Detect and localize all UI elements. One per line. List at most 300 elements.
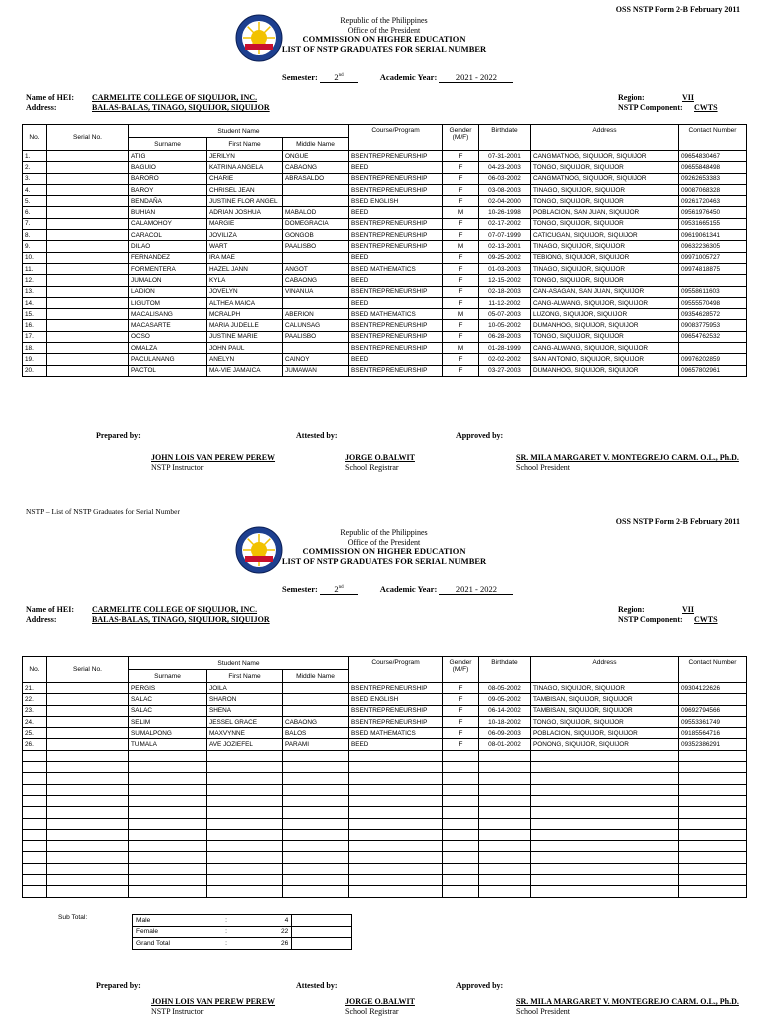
cell-course: BSED MATHEMATICS <box>349 309 443 320</box>
cell-row-number: 1. <box>23 151 47 162</box>
address-value: BALAS-BALAS, TINAGO, SIQUIJOR, SIQUIJOR <box>92 103 270 112</box>
cell-course: BSED MATHEMATICS <box>349 728 443 739</box>
approved-by-name: SR. MILA MARGARET V. MONTEGREJO CARM. O.L., Ph.D. <box>516 997 739 1006</box>
cell-birthdate: 03-08-2003 <box>479 184 531 195</box>
cell-course: BSED ENGLISH <box>349 694 443 705</box>
cell-birthdate: 04-23-2003 <box>479 162 531 173</box>
col-contact: Contact Number <box>679 657 747 683</box>
cell-gender: F <box>443 184 479 195</box>
cell-serial-no <box>47 241 129 252</box>
header-line-1: Republic of the Philippines <box>340 528 428 537</box>
col-address: Address <box>531 657 679 683</box>
cell-middle-name: BALOS <box>283 728 349 739</box>
cell-contact-number: 09352386291 <box>679 739 747 750</box>
cell-surname: PACTOL <box>129 365 207 376</box>
table-row-empty <box>23 784 747 795</box>
component-label: NSTP Component: <box>618 103 683 112</box>
cell-birthdate: 02-18-2003 <box>479 286 531 297</box>
prepared-by-name: JOHN LOIS VAN PEREW PEREW <box>151 997 276 1006</box>
cell-contact-number <box>679 694 747 705</box>
cell-contact-number: 09354628572 <box>679 309 747 320</box>
cell-course: BSENTREPRENEURSHIP <box>349 173 443 184</box>
cell-contact-number <box>679 343 747 354</box>
cell-row-number: 16. <box>23 320 47 331</box>
table-row-empty <box>23 863 747 874</box>
document-title: LIST OF NSTP GRADUATES FOR SERIAL NUMBER <box>281 43 487 54</box>
region-value: VII <box>682 605 695 614</box>
cell-surname: MACASARTE <box>129 320 207 331</box>
cell-row-number: 10. <box>23 252 47 263</box>
cell-address: TINAGO, SIQUIJOR, SIQUIJOR <box>531 184 679 195</box>
table-row-empty <box>23 762 747 773</box>
hei-label: Name of HEI: <box>26 93 74 102</box>
col-gender: Gender (M/F) <box>443 657 479 683</box>
cell-surname: DILAO <box>129 241 207 252</box>
cell-address: TINAGO, SIQUIJOR, SIQUIJOR <box>531 241 679 252</box>
cell-birthdate: 06-09-2003 <box>479 728 531 739</box>
cell-birthdate: 06-03-2002 <box>479 173 531 184</box>
table-row <box>23 207 747 218</box>
attested-by-name: JORGE O.BALWIT <box>345 453 415 462</box>
col-no: No. <box>23 657 47 683</box>
col-address: Address <box>531 125 679 151</box>
cell-surname: BAROY <box>129 184 207 195</box>
col-surname: Surname <box>129 670 207 683</box>
component-label: NSTP Component: <box>618 615 683 624</box>
cell-address: TAMBISAN, SIQUIJOR, SIQUIJOR <box>531 694 679 705</box>
cell-first-name: KYLA <box>207 275 283 286</box>
cell-birthdate: 02-17-2002 <box>479 218 531 229</box>
cell-address: SAN ANTONIO, SIQUIJOR, SIQUIJOR <box>531 354 679 365</box>
cell-surname: FORMENTERA <box>129 263 207 274</box>
col-middle-name: Middle Name <box>283 138 349 151</box>
cell-surname: SUMALPONG <box>129 728 207 739</box>
graduates-table-page-1 <box>22 124 747 377</box>
table-row-empty <box>23 773 747 784</box>
cell-middle-name <box>283 297 349 308</box>
cell-gender: F <box>443 683 479 694</box>
approved-by-title: School President <box>516 463 570 472</box>
cell-course: BSENTREPRENEURSHIP <box>349 716 443 727</box>
cell-first-name: IRA MAE <box>207 252 283 263</box>
table-row-empty <box>23 875 747 886</box>
cell-serial-no <box>47 230 129 241</box>
cell-birthdate: 02-04-2000 <box>479 196 531 207</box>
cell-contact-number: 09531665155 <box>679 218 747 229</box>
table-row <box>23 320 747 331</box>
cell-address: POBLACION, SAN JUAN, SIQUIJOR <box>531 207 679 218</box>
cell-gender: M <box>443 207 479 218</box>
col-surname: Surname <box>129 138 207 151</box>
table-row <box>23 331 747 342</box>
cell-first-name: JOHN PAUL <box>207 343 283 354</box>
cell-first-name: MAXVYNNE <box>207 728 283 739</box>
cell-gender: F <box>443 320 479 331</box>
cell-middle-name: ABERION <box>283 309 349 320</box>
address-label: Address: <box>26 615 57 624</box>
col-first-name: First Name <box>207 138 283 151</box>
table-row-empty <box>23 818 747 829</box>
cell-serial-no <box>47 173 129 184</box>
col-serial: Serial No. <box>47 125 129 151</box>
table-row <box>133 938 352 950</box>
cell-gender: F <box>443 694 479 705</box>
cell-first-name: CHRISEL JEAN <box>207 184 283 195</box>
cell-address: TONGO, SIQUIJOR, SIQUIJOR <box>531 716 679 727</box>
cell-gender: M <box>443 309 479 320</box>
male-label: Male <box>133 915 223 927</box>
cell-address: LUZONG, SIQUIJOR, SIQUIJOR <box>531 309 679 320</box>
cell-middle-name: CABAONG <box>283 716 349 727</box>
region-label: Region: <box>618 93 645 102</box>
region-info <box>618 93 718 113</box>
cell-birthdate: 08-01-2002 <box>479 739 531 750</box>
cell-gender: F <box>443 162 479 173</box>
cell-serial-no <box>47 365 129 376</box>
cell-serial-no <box>47 683 129 694</box>
cell-first-name: AVE JOZIEFEL <box>207 739 283 750</box>
cell-middle-name: ANGOT <box>283 263 349 274</box>
cell-course: BSENTREPRENEURSHIP <box>349 241 443 252</box>
cell-first-name: JUSTINE FLOR ANGEL <box>207 196 283 207</box>
cell-gender: F <box>443 196 479 207</box>
cell-gender: F <box>443 218 479 229</box>
cell-row-number: 3. <box>23 173 47 184</box>
cell-course: BSENTREPRENEURSHIP <box>349 218 443 229</box>
cell-contact-number: 09655848498 <box>679 162 747 173</box>
cell-row-number: 21. <box>23 683 47 694</box>
cell-contact-number: 09555570498 <box>679 297 747 308</box>
approved-by-label: Approved by: <box>456 981 504 990</box>
cell-course: BSENTREPRENEURSHIP <box>349 286 443 297</box>
cell-contact-number: 09558611603 <box>679 286 747 297</box>
cell-birthdate: 09-05-2002 <box>479 694 531 705</box>
cell-birthdate: 06-14-2002 <box>479 705 531 716</box>
col-course: Course/Program <box>349 125 443 151</box>
cell-contact-number: 09976202859 <box>679 354 747 365</box>
prepared-by-title: NSTP Instructor <box>151 1007 204 1016</box>
cell-row-number: 15. <box>23 309 47 320</box>
cell-row-number: 20. <box>23 365 47 376</box>
approved-by-label: Approved by: <box>456 431 504 440</box>
cell-surname: SALAC <box>129 694 207 705</box>
hei-value: CARMELITE COLLEGE OF SIQUIJOR, INC. <box>92 605 258 614</box>
cell-first-name: JUSTINE MARIE <box>207 331 283 342</box>
cell-serial-no <box>47 252 129 263</box>
semester-value: 2nd <box>320 72 358 83</box>
cell-birthdate: 01-03-2003 <box>479 263 531 274</box>
grand-total-sep: : <box>222 938 262 950</box>
header-line-1: Republic of the Philippines <box>340 16 428 25</box>
cell-serial-no <box>47 297 129 308</box>
cell-gender: F <box>443 263 479 274</box>
table-row-empty <box>23 852 747 863</box>
region-label: Region: <box>618 605 645 614</box>
cell-course: BSENTREPRENEURSHIP <box>349 705 443 716</box>
cell-first-name: JERILYN <box>207 151 283 162</box>
region-value: VII <box>682 93 695 102</box>
cell-row-number: 24. <box>23 716 47 727</box>
cell-row-number: 22. <box>23 694 47 705</box>
document-title: LIST OF NSTP GRADUATES FOR SERIAL NUMBER <box>281 555 487 566</box>
cell-address: TONGO, SIQUIJOR, SIQUIJOR <box>531 218 679 229</box>
cell-serial-no <box>47 151 129 162</box>
cell-serial-no <box>47 196 129 207</box>
cell-course: BSENTREPRENEURSHIP <box>349 683 443 694</box>
table-row <box>23 263 747 274</box>
cell-first-name: WART <box>207 241 283 252</box>
cell-row-number: 4. <box>23 184 47 195</box>
cell-course: BEED <box>349 252 443 263</box>
cell-contact-number: 09974818875 <box>679 263 747 274</box>
table-row-empty <box>23 807 747 818</box>
header-line-2: Office of the President <box>347 537 421 547</box>
attested-by-label: Attested by: <box>296 431 338 440</box>
hei-info <box>26 605 270 625</box>
semester-line <box>282 72 513 83</box>
cell-course: BSENTREPRENEURSHIP <box>349 320 443 331</box>
cell-surname: ATIG <box>129 151 207 162</box>
cell-surname: OCSO <box>129 331 207 342</box>
attested-by-title: School Registrar <box>345 463 399 472</box>
prepared-by-title: NSTP Instructor <box>151 463 204 472</box>
col-birthdate: Birthdate <box>479 657 531 683</box>
cell-address: PONONG, SIQUIJOR, SIQUIJOR <box>531 739 679 750</box>
cell-gender: F <box>443 151 479 162</box>
cell-middle-name: CALUNSAG <box>283 320 349 331</box>
female-label: Female <box>133 926 223 938</box>
cell-surname: SALAC <box>129 705 207 716</box>
cell-first-name: JESSEL GRACE <box>207 716 283 727</box>
attested-by-title: School Registrar <box>345 1007 399 1016</box>
cell-contact-number: 09692794566 <box>679 705 747 716</box>
cell-course: BSENTREPRENEURSHIP <box>349 151 443 162</box>
cell-middle-name: DOMEGRACIA <box>283 218 349 229</box>
cell-surname: CALAMOHOY <box>129 218 207 229</box>
cell-serial-no <box>47 275 129 286</box>
cell-gender: F <box>443 331 479 342</box>
cell-serial-no <box>47 207 129 218</box>
cell-contact-number: 09654762532 <box>679 331 747 342</box>
cell-middle-name <box>283 683 349 694</box>
cell-birthdate: 03-27-2003 <box>479 365 531 376</box>
approved-by-title: School President <box>516 1007 570 1016</box>
component-value: CWTS <box>694 615 718 624</box>
cell-contact-number: 09261720463 <box>679 196 747 207</box>
cell-row-number: 23. <box>23 705 47 716</box>
table-row <box>23 705 747 716</box>
cell-serial-no <box>47 728 129 739</box>
cell-first-name: KATRINA ANGELA <box>207 162 283 173</box>
cell-middle-name: CABAONG <box>283 275 349 286</box>
table-row <box>23 286 747 297</box>
cell-contact-number <box>679 275 747 286</box>
col-birthdate: Birthdate <box>479 125 531 151</box>
academic-year-value: 2021 - 2022 <box>439 72 513 83</box>
table-row-empty <box>23 841 747 852</box>
cell-gender: F <box>443 728 479 739</box>
component-value: CWTS <box>694 103 718 112</box>
cell-surname: BUHIAN <box>129 207 207 218</box>
cell-address: CANG-ALWANG, SIQUIJOR, SIQUIJOR <box>531 343 679 354</box>
cell-middle-name <box>283 343 349 354</box>
cell-serial-no <box>47 162 129 173</box>
table-row <box>23 196 747 207</box>
subtotal-label: Sub Total: <box>58 914 88 921</box>
cell-address: TINAGO, SIQUIJOR, SIQUIJOR <box>531 683 679 694</box>
cell-contact-number: 09083775953 <box>679 320 747 331</box>
page-footer: NSTP – List of NSTP Graduates for Serial Number <box>26 507 181 516</box>
cell-address: CANGMATNOG, SIQUIJOR, SIQUIJOR <box>531 173 679 184</box>
attested-by-name: JORGE O.BALWIT <box>345 997 415 1006</box>
cell-birthdate: 07-31-2001 <box>479 151 531 162</box>
cell-course: BEED <box>349 207 443 218</box>
cell-contact-number: 09185564716 <box>679 728 747 739</box>
cell-contact-number: 09632236305 <box>679 241 747 252</box>
cell-course: BEED <box>349 354 443 365</box>
cell-middle-name: MABALOD <box>283 207 349 218</box>
cell-first-name: CHARIE <box>207 173 283 184</box>
cell-row-number: 17. <box>23 331 47 342</box>
cell-gender: F <box>443 297 479 308</box>
cell-serial-no <box>47 263 129 274</box>
cell-row-number: 9. <box>23 241 47 252</box>
table-row-empty <box>23 750 747 761</box>
cell-surname: CARACOL <box>129 230 207 241</box>
table-row-empty <box>23 829 747 840</box>
table-row <box>23 151 747 162</box>
cell-birthdate: 07-07-1999 <box>479 230 531 241</box>
cell-surname: LADION <box>129 286 207 297</box>
cell-surname: LIGUTOM <box>129 297 207 308</box>
cell-course: BSENTREPRENEURSHIP <box>349 343 443 354</box>
cell-row-number: 13. <box>23 286 47 297</box>
cell-serial-no <box>47 320 129 331</box>
cell-gender: F <box>443 716 479 727</box>
region-info <box>618 605 718 625</box>
cell-first-name: MA-VIE JAMAICA <box>207 365 283 376</box>
document-header <box>0 528 768 566</box>
cell-course: BSED ENGLISH <box>349 196 443 207</box>
cell-gender: F <box>443 252 479 263</box>
cell-course: BSED MATHEMATICS <box>349 263 443 274</box>
cell-middle-name: JUMAWAN <box>283 365 349 376</box>
table-row <box>133 915 352 927</box>
cell-surname: SELIM <box>129 716 207 727</box>
cell-course: BEED <box>349 275 443 286</box>
cell-middle-name: VINANUA <box>283 286 349 297</box>
male-sep: : <box>222 915 262 927</box>
cell-first-name: MARIA JUDELLE <box>207 320 283 331</box>
grand-total-label: Grand Total <box>133 938 223 950</box>
table-row <box>23 716 747 727</box>
cell-first-name: SHENA <box>207 705 283 716</box>
cell-contact-number: 09304122626 <box>679 683 747 694</box>
cell-middle-name: ONGUE <box>283 151 349 162</box>
cell-address: DUMANHOG, SIQUIJOR, SIQUIJOR <box>531 320 679 331</box>
table-row <box>23 230 747 241</box>
cell-address: TAMBISAN, SIQUIJOR, SIQUIJOR <box>531 705 679 716</box>
table-row <box>23 365 747 376</box>
cell-contact-number: 09971005727 <box>679 252 747 263</box>
cell-middle-name: GONGOB <box>283 230 349 241</box>
cell-gender: F <box>443 230 479 241</box>
table-row <box>23 694 747 705</box>
table-row <box>23 728 747 739</box>
cell-first-name: ADRIAN JOSHUA <box>207 207 283 218</box>
cell-middle-name: ABRASALDO <box>283 173 349 184</box>
cell-first-name: JOVILIZA <box>207 230 283 241</box>
cell-serial-no <box>47 716 129 727</box>
male-value: 4 <box>262 915 292 927</box>
table-row <box>23 739 747 750</box>
cell-address: TONGO, SIQUIJOR, SIQUIJOR <box>531 196 679 207</box>
cell-row-number: 12. <box>23 275 47 286</box>
cell-course: BEED <box>349 739 443 750</box>
prepared-by-label: Prepared by: <box>96 431 141 440</box>
cell-address: TINAGO, SIQUIJOR, SIQUIJOR <box>531 263 679 274</box>
cell-surname: BAGUIO <box>129 162 207 173</box>
academic-year-value: 2021 - 2022 <box>439 584 513 595</box>
cell-surname: PACULANANG <box>129 354 207 365</box>
cell-surname: BENDAÑA <box>129 196 207 207</box>
table-row <box>23 241 747 252</box>
cell-gender: F <box>443 173 479 184</box>
table-row <box>23 184 747 195</box>
col-student-name: Student Name <box>129 125 349 138</box>
hei-info <box>26 93 270 113</box>
cell-middle-name: PAALISBO <box>283 331 349 342</box>
cell-middle-name: CABAONG <box>283 162 349 173</box>
cell-gender: F <box>443 354 479 365</box>
col-student-name: Student Name <box>129 657 349 670</box>
col-middle-name: Middle Name <box>283 670 349 683</box>
cell-birthdate: 09-25-2002 <box>479 252 531 263</box>
cell-middle-name <box>283 184 349 195</box>
cell-birthdate: 02-02-2002 <box>479 354 531 365</box>
col-contact: Contact Number <box>679 125 747 151</box>
col-no: No. <box>23 125 47 151</box>
table-row <box>23 218 747 229</box>
cell-serial-no <box>47 705 129 716</box>
cell-row-number: 5. <box>23 196 47 207</box>
cell-row-number: 14. <box>23 297 47 308</box>
cell-middle-name: PAALISBO <box>283 241 349 252</box>
cell-surname: FERNANDEZ <box>129 252 207 263</box>
table-row-empty <box>23 795 747 806</box>
cell-row-number: 19. <box>23 354 47 365</box>
attested-by-label: Attested by: <box>296 981 338 990</box>
cell-birthdate: 01-28-1999 <box>479 343 531 354</box>
cell-gender: M <box>443 241 479 252</box>
table-row <box>23 275 747 286</box>
cell-address: TONGO, SIQUIJOR, SIQUIJOR <box>531 275 679 286</box>
cell-course: BSENTREPRENEURSHIP <box>349 331 443 342</box>
cell-first-name: HAZEL JANN <box>207 263 283 274</box>
table-row-empty <box>23 886 747 897</box>
cell-birthdate: 10-05-2002 <box>479 320 531 331</box>
cell-contact-number: 09657802961 <box>679 365 747 376</box>
cell-address: CANG-ALWANG, SIQUIJOR, SIQUIJOR <box>531 297 679 308</box>
table-row <box>23 297 747 308</box>
approved-by-name: SR. MILA MARGARET V. MONTEGREJO CARM. O.L., Ph.D. <box>516 453 739 462</box>
semester-line <box>282 584 513 595</box>
table-row <box>23 309 747 320</box>
form-number: OSS NSTP Form 2-B February 2011 <box>615 5 740 14</box>
cell-contact-number: 09654830467 <box>679 151 747 162</box>
cell-gender: F <box>443 275 479 286</box>
cell-course: BEED <box>349 162 443 173</box>
